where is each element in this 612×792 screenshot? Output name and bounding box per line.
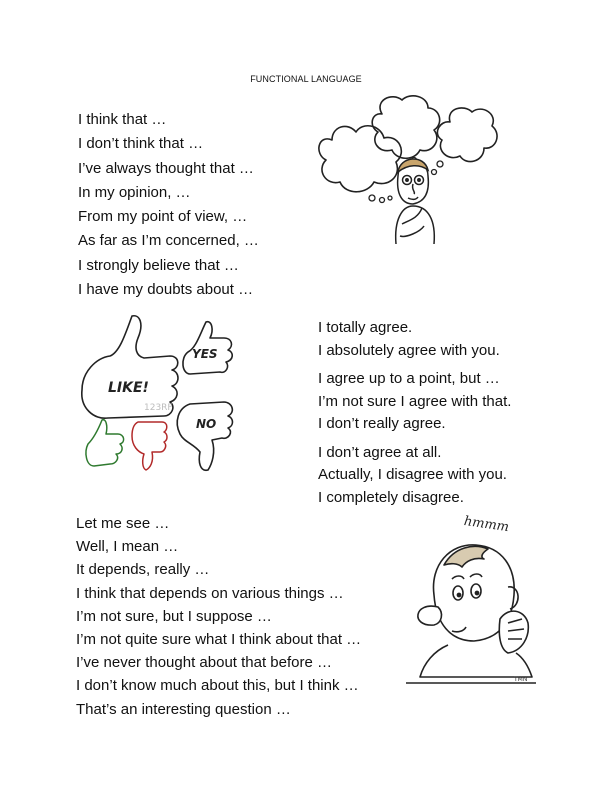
hesitation-phrases-list	[76, 512, 361, 721]
opinion-phrase: I don’t think that …	[78, 135, 204, 153]
thumb-down-outline-icon	[177, 402, 232, 470]
hesitation-phrase: I’ve never thought about that before …	[76, 654, 333, 672]
hesitation-phrase: I don’t know much about this, but I think …	[76, 677, 359, 695]
agreement-phrase: I completely disagree.	[318, 488, 464, 506]
opinion-phrase: I strongly believe that …	[78, 256, 239, 274]
agreement-phrase: I’m not sure I agree with that.	[318, 392, 512, 410]
opinion-phrase: I think that …	[78, 111, 167, 128]
hesitation-phrase: That’s an interesting question …	[76, 700, 291, 718]
opinion-phrase: From my point of view, …	[78, 208, 248, 226]
opinion-phrase: In my opinion, …	[78, 183, 191, 201]
agreement-phrase: I agree up to a point, but …	[318, 370, 500, 387]
opinion-phrases-list	[78, 108, 259, 302]
thought-bubble-left	[319, 126, 401, 192]
opinion-phrase: I’ve always thought that …	[78, 159, 254, 177]
opinion-phrase: I have my doubts about …	[78, 281, 254, 299]
opinion-phrase: As far as I’m concerned, …	[78, 232, 259, 250]
nose	[418, 606, 442, 625]
hmm-caption: hmmm	[462, 514, 510, 536]
agreement-phrase: I absolutely agree with you.	[318, 341, 500, 359]
agreement-phrase: I don’t agree at all.	[318, 443, 442, 461]
thought-bubble-center	[372, 96, 439, 158]
agreement-phrase: I totally agree.	[318, 319, 413, 336]
thought-bubble-right	[437, 108, 497, 162]
red-thumb-down-icon	[132, 422, 167, 470]
hesitation-phrase: It depends, really …	[76, 561, 210, 579]
page-title: FUNCTIONAL LANGUAGE	[250, 74, 362, 84]
green-thumb-up-icon	[86, 420, 124, 466]
like-label: LIKE!	[108, 380, 149, 396]
no-label: NO	[196, 417, 217, 431]
hmm-cartoon-illustration	[404, 515, 538, 687]
hesitation-phrase: Well, I mean …	[76, 538, 179, 556]
yes-label: YES	[192, 347, 218, 361]
man-figure	[396, 159, 435, 244]
hesitation-phrase: I’m not sure, but I suppose …	[76, 607, 272, 625]
agreement-phrase: I don’t really agree.	[318, 415, 446, 432]
hesitation-phrase: I think that depends on various things …	[76, 584, 344, 602]
watermark: 123RF	[144, 403, 173, 413]
hand	[499, 611, 528, 653]
hesitation-phrase: I’m not quite sure what I think about that …	[76, 630, 362, 648]
agreement-phrase: Actually, I disagree with you.	[318, 466, 507, 483]
thinking-man-illustration	[312, 94, 498, 252]
artist-signature: TMN	[514, 676, 528, 683]
thumbs-illustration	[74, 312, 242, 477]
hesitation-phrase: Let me see …	[76, 515, 170, 532]
agreement-phrases-list	[318, 317, 511, 509]
